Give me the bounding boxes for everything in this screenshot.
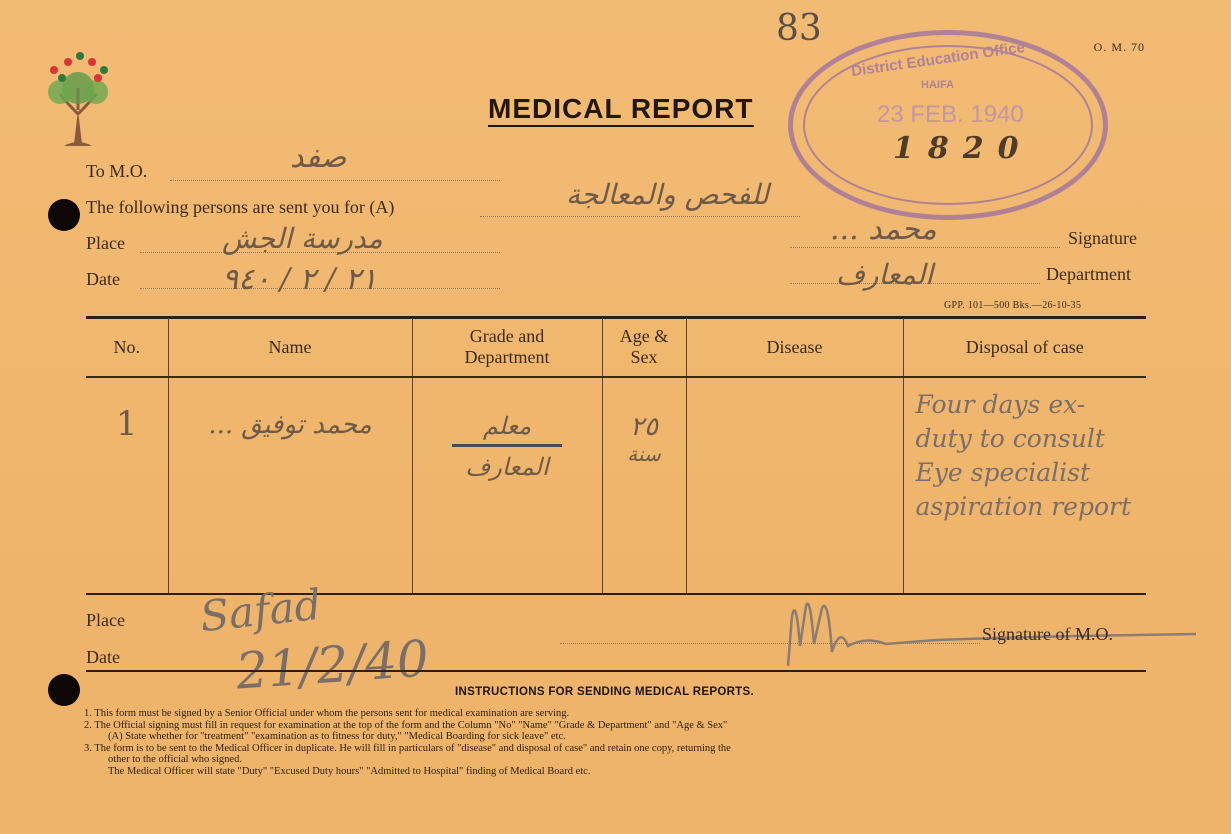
instruction-item-3: 3. The form is to be sent to the Medical Officer in duplicate. He will fill in particulars of "disease" and disposal of case" and retain one copy, returning the — [84, 742, 731, 754]
col-header-no: No. — [86, 318, 168, 377]
footer-place-label: Place — [86, 610, 125, 630]
purpose-line — [480, 216, 800, 217]
cell-disposal — [903, 377, 1146, 594]
footer-place-handwriting: Safad — [197, 579, 324, 642]
stamp-date: 23 FEB. 1940 — [877, 101, 1024, 128]
grade-underline — [452, 444, 562, 447]
cell-no — [86, 377, 168, 594]
to-mo-line — [170, 180, 500, 181]
footer-date-label: Date — [86, 647, 120, 667]
cell-no-text: 1 — [115, 404, 138, 444]
stamp-city: HAIFA — [921, 79, 954, 91]
table-header-row — [86, 318, 1146, 377]
place-label: Place — [86, 233, 125, 253]
instruction-item-1: 1. This form must be signed by a Senior Official under whom the persons sent for medical examination are serving. — [84, 708, 570, 719]
printer-line: GPP. 101—500 Bks.—26-10-35 — [944, 300, 1082, 311]
cell-disease — [686, 377, 903, 594]
to-mo-handwriting: صفد — [290, 140, 347, 175]
cell-name — [168, 377, 412, 594]
punch-hole-bottom — [48, 674, 80, 706]
col-header-age-text: Age & Sex — [619, 326, 669, 367]
tree-logo-icon — [40, 52, 116, 148]
cell-grade-text: معلم — [482, 412, 532, 440]
signature-line — [790, 247, 1060, 248]
date-label: Date — [86, 269, 120, 289]
instructions-title: INSTRUCTIONS FOR SENDING MEDICAL REPORTS. — [455, 686, 754, 698]
cell-disposal-text: Four days ex-duty to consult Eye specialist aspiration report — [915, 390, 1132, 521]
signature-label: Signature — [1068, 228, 1137, 248]
cell-department-text: المعارف — [465, 453, 549, 481]
stamp-office: District Education Office — [850, 38, 1026, 81]
col-header-name: Name — [168, 318, 412, 377]
instruction-item-2: 2. The Official signing must fill in request for examination at the top of the form and the Column "No" "Name" "Grade & Department" and "Age & Sex" — [84, 719, 728, 731]
form-code: O. M. 70 — [1093, 40, 1145, 54]
instruction-item-2a: (A) State whether for "treatment" "examination as to fitness for duty," "Medical Boarding for sick leave" etc. — [108, 731, 566, 742]
col-header-disposal: Disposal of case — [903, 318, 1146, 377]
instructions-rule — [86, 670, 1146, 672]
cell-sex-text: سنة — [627, 442, 661, 466]
punch-hole-top — [48, 199, 80, 231]
date-handwriting: ٢١ / ٢ / ٩٤٠ — [222, 262, 378, 297]
col-header-grade — [412, 318, 602, 377]
office-stamp — [788, 30, 1108, 220]
mo-signature-line — [560, 643, 980, 644]
department-label: Department — [1046, 264, 1131, 284]
department-handwriting: المعارف — [836, 258, 934, 291]
cell-name-text: محمد توفيق ... — [208, 410, 372, 440]
footer-date-handwriting: 21/2/40 — [234, 629, 431, 701]
cell-age-text: ٢٥ — [630, 412, 658, 442]
to-mo-label: To M.O. — [86, 161, 148, 181]
purpose-handwriting: للفحص والمعالجة — [566, 178, 769, 211]
handwritten-number: 83 — [776, 8, 822, 49]
instruction-item-3b: The Medical Officer will state "Duty" "Excused Duty hours" "Admitted to Hospital" finding of Medical Board etc. — [108, 765, 591, 777]
signature-handwriting: محمد ... — [830, 212, 937, 247]
instruction-item-3a: other to the official who signed. — [108, 754, 242, 765]
table-row — [86, 377, 1146, 594]
persons-table — [86, 318, 1146, 594]
instructions-list — [84, 708, 1154, 777]
col-header-age — [602, 318, 686, 377]
purpose-label: The following persons are sent you for (A) — [86, 197, 395, 217]
page-title: MEDICAL REPORT — [488, 94, 754, 127]
cell-age — [602, 377, 686, 594]
stamp-number: 1820 — [893, 131, 1033, 166]
cell-grade — [412, 377, 602, 594]
col-header-disease: Disease — [686, 318, 903, 377]
mo-signature-label: Signature of M.O. — [982, 624, 1113, 644]
place-handwriting: مدرسة الجش — [222, 222, 383, 255]
col-header-grade-text: Grade and Department — [464, 326, 550, 367]
